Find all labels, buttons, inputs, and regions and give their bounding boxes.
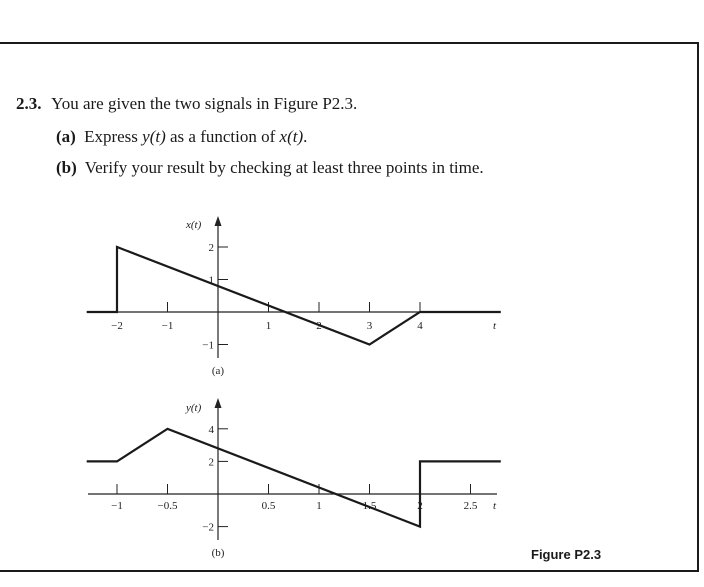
plot-y-x-tick-label: 1.5: [362, 500, 377, 512]
part-a-math-x: x(t): [279, 127, 304, 146]
problem-number: 2.3.: [16, 94, 42, 113]
plot-x-y-axis-arrow: [215, 216, 222, 226]
plot-x-x-tick-label: 1: [265, 320, 272, 332]
problem-text: You are given the two signals in Figure P2.3.: [51, 94, 358, 113]
plot-y-y-tick-label: −2: [202, 521, 214, 534]
plot-y-sublabel: (b): [211, 547, 225, 559]
plot-x-x-tick-label: −2: [111, 320, 123, 332]
plot-y-y-label: y(t): [186, 402, 202, 414]
plot-y-y-tick-label: 2: [208, 456, 214, 469]
part-b-text: Verify your result by checking at least three points in time.: [84, 158, 484, 177]
plot-y-signal-line: [87, 429, 501, 527]
part-b-label: (b): [56, 158, 77, 177]
plot-x-y-label: x(t): [186, 219, 202, 231]
plot-x-signal-line: [87, 247, 501, 345]
part-a-text-1: Express: [84, 127, 143, 146]
part-a-text-2: as a function of: [165, 127, 280, 146]
plot-x-sublabel: (a): [211, 365, 225, 377]
plot-x-y-tick-label: 2: [208, 242, 214, 254]
plot-y-x-tick-label: −1: [111, 500, 123, 512]
plot-x-x-tick-label: 3: [366, 320, 373, 332]
plot-y-x-tick-label: 2: [417, 500, 423, 512]
plot-y-x-tick-label: −0.5: [157, 500, 178, 512]
plot-x-y-tick-label: −1: [202, 339, 214, 352]
plot-x-t-label: t: [493, 320, 497, 332]
plot-y-t-label: t: [493, 500, 497, 512]
plot-y-y-tick-label: 4: [208, 423, 214, 436]
plot-y-x-tick-label: 1: [316, 500, 322, 512]
plot-y-x-tick-label: 2.5: [463, 500, 478, 512]
part-a-label: (a): [56, 127, 76, 146]
plot-y-x-tick-label: 0.5: [261, 500, 276, 512]
plot-x-x-tick-label: 4: [417, 320, 423, 332]
figure-caption: Figure P2.3: [531, 547, 602, 562]
plot-x-x-tick-label: 2: [316, 320, 322, 332]
plot-y-y-axis-arrow: [215, 398, 222, 408]
plot-x-x-tick-label: −1: [161, 320, 174, 332]
part-a-text-3: .: [303, 127, 308, 146]
part-a-math-y: y(t): [142, 127, 166, 146]
plot-x-y-tick-label: 1: [208, 274, 214, 287]
